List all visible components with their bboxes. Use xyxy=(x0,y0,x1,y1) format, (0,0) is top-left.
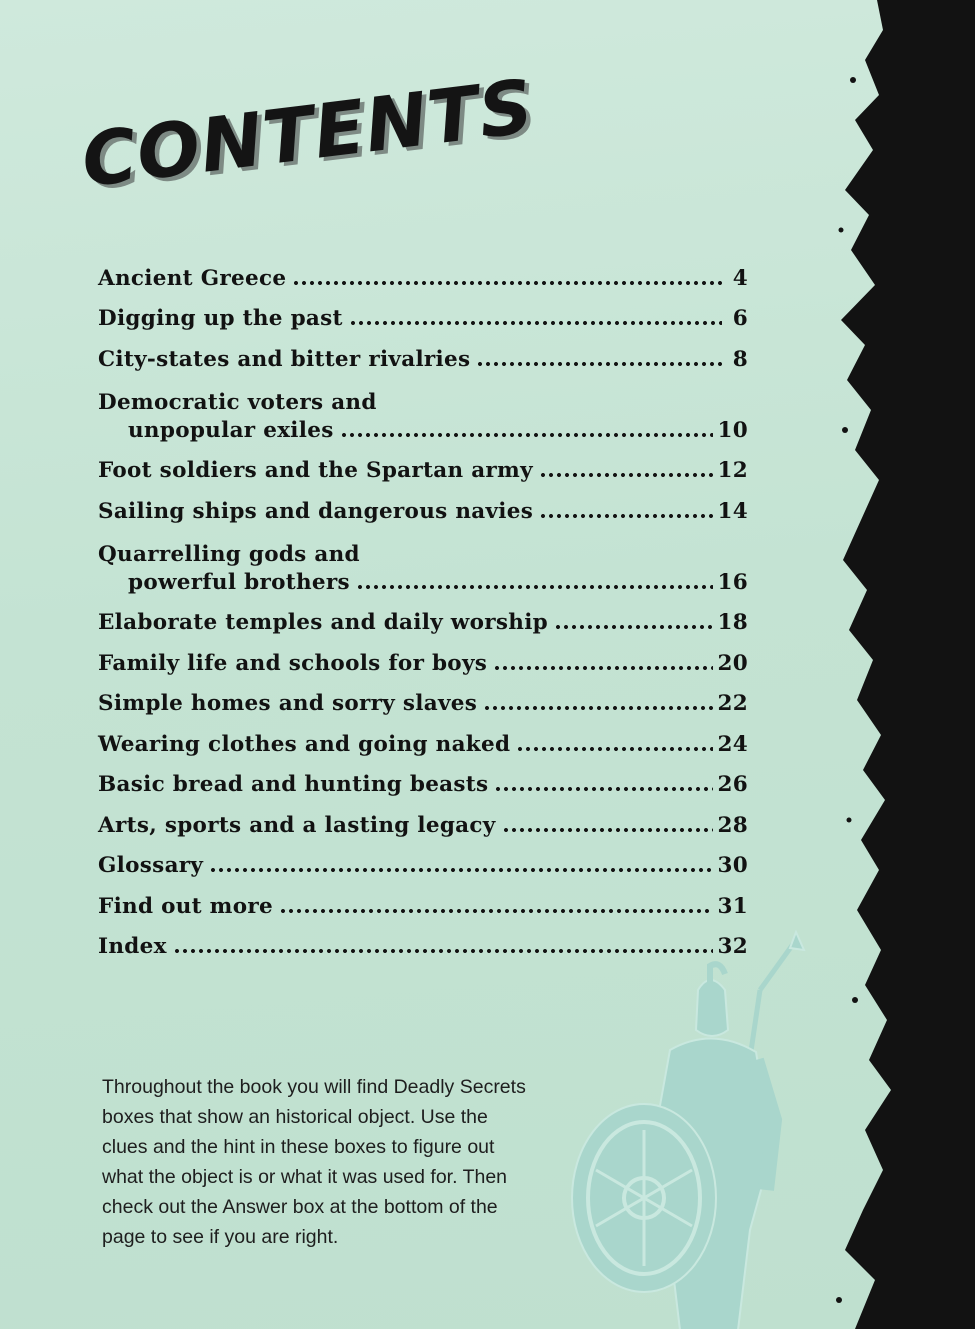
toc-entry-label: Foot soldiers and the Spartan army xyxy=(98,458,533,483)
toc-entry xyxy=(98,250,748,291)
toc-entry xyxy=(98,797,748,838)
toc-entry-label-line2: powerful brothers xyxy=(128,569,350,595)
dot-leader xyxy=(539,514,713,518)
toc-entry xyxy=(98,878,748,919)
dot-leader xyxy=(539,473,714,477)
dot-leader xyxy=(502,828,714,832)
toc-entry-label: Basic bread and hunting beasts xyxy=(98,772,489,797)
toc-entry xyxy=(98,757,748,798)
toc-entry-label-line1: Democratic voters and xyxy=(98,389,377,415)
toc-entry xyxy=(98,838,748,879)
toc-entry xyxy=(98,291,748,332)
toc-entry-label: Digging up the past xyxy=(98,306,343,331)
toc-entry-page: 18 xyxy=(717,610,748,635)
toc-entry-page: 31 xyxy=(717,893,748,919)
toc-entry-page: 8 xyxy=(732,346,748,372)
toc-entry-label: Elaborate temples and daily worship xyxy=(98,610,549,635)
toc-entry xyxy=(98,331,748,372)
grunge-border xyxy=(835,0,975,1329)
toc-entry-page: 28 xyxy=(717,812,748,838)
toc-entry-label: Simple homes and sorry slaves xyxy=(98,691,478,716)
toc-entry-label: Sailing ships and dangerous navies xyxy=(98,498,534,524)
toc-entry-page: 20 xyxy=(717,650,748,676)
toc-entry-page: 12 xyxy=(717,458,748,483)
toc-entry-page: 22 xyxy=(717,691,748,716)
toc-entry xyxy=(98,443,748,484)
toc-entry-label: Family life and schools for boys xyxy=(98,650,488,676)
toc-entry-label: Index xyxy=(98,934,167,959)
spartan-warrior-illustration xyxy=(560,930,820,1329)
toc-entry xyxy=(98,524,748,595)
dot-leader xyxy=(493,666,713,670)
table-of-contents xyxy=(98,250,748,959)
toc-entry xyxy=(98,635,748,676)
toc-entry-label-line2: unpopular exiles xyxy=(128,417,334,443)
toc-entry xyxy=(98,716,748,757)
toc-entry-label: Find out more xyxy=(98,893,273,919)
toc-entry-label-line1: Quarrelling gods and xyxy=(98,541,360,567)
dot-leader xyxy=(476,362,722,366)
dot-leader xyxy=(349,321,722,325)
dot-leader xyxy=(209,868,713,872)
toc-entry-label: City-states and bitter rivalries xyxy=(98,346,471,372)
dot-leader xyxy=(279,909,714,913)
page-title: CONTENTS xyxy=(77,63,539,205)
toc-entry-label: Ancient Greece xyxy=(98,265,287,291)
toc-entry-label: Glossary xyxy=(98,853,204,878)
dot-leader xyxy=(554,625,713,629)
toc-entry-label: Wearing clothes and going naked xyxy=(98,731,511,757)
dot-leader xyxy=(494,787,713,791)
toc-entry xyxy=(98,372,748,443)
toc-entry-page: 30 xyxy=(717,853,748,878)
toc-entry xyxy=(98,595,748,636)
dot-leader xyxy=(340,433,714,437)
toc-entry-page: 6 xyxy=(732,306,748,331)
toc-entry-page: 32 xyxy=(717,934,748,959)
toc-entry xyxy=(98,483,748,524)
toc-entry-page: 14 xyxy=(717,498,748,524)
dot-leader xyxy=(516,747,713,751)
dot-leader xyxy=(483,706,713,710)
dot-leader xyxy=(292,281,722,285)
toc-entry-page: 26 xyxy=(717,772,748,797)
toc-entry-page: 10 xyxy=(717,417,748,443)
dot-leader xyxy=(356,585,714,589)
deadly-secrets-note: Throughout the book you will find Deadly Secrets boxes that show an historical object. Use the clues and the hint in these boxes to figure out what the object is or what it was used for. Then check out the Answer box at the bottom of the page to see if you are right. xyxy=(102,1076,526,1248)
toc-entry-page: 4 xyxy=(732,265,748,291)
toc-entry-page: 16 xyxy=(717,569,748,595)
toc-entry xyxy=(98,676,748,717)
toc-entry-label: Arts, sports and a lasting legacy xyxy=(98,812,496,838)
toc-entry-page: 24 xyxy=(717,731,748,757)
